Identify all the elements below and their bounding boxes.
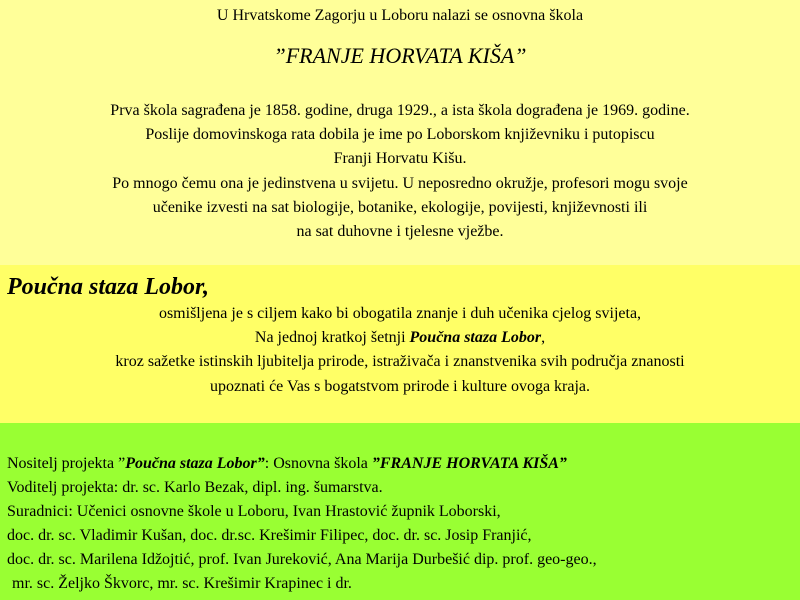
project-leader-line: Voditelj projekta: dr. sc. Karlo Bezak, dipl. ing. šumarstva. [7, 479, 383, 496]
project-holder-project-name: Poučna staza Lobor” [125, 455, 265, 472]
intro-text: U Hrvatskome Zagorju u Loboru nalazi se osnovna škola [216, 7, 584, 24]
project-holder-line [7, 452, 797, 476]
collaborators-line: mr. sc. Željko Škvorc, mr. sc. Krešimir Krapinec i dr. [12, 575, 352, 592]
history-line: na sat duhovne i tjelesne vježbe. [296, 223, 504, 241]
trail-name-emphasis: Poučna staza Lobor [409, 329, 542, 347]
trail-line-suffix: , [541, 329, 546, 347]
collaborators-line: Suradnici: Učenici osnovne škole u Loboru, Ivan Hrastović župnik Loborski, [7, 503, 501, 520]
history-line: Po mnogo čemu ona je jedinstvena u svijetu. U neposredno okružje, profesori mogu svoje [112, 174, 688, 192]
trail-line: osmišljena je s ciljem kako bi obogatila znanje i duh učenika cjelog svijeta, [158, 305, 642, 322]
trail-line: kroz sažetke istinskih ljubitelja prirode, istraživača i znanstvenika svih područja znanosti [115, 353, 685, 371]
school-info-section [0, 0, 800, 265]
school-name-title: ”FRANJE HORVATA KIŠA” [273, 43, 527, 68]
trail-line [0, 326, 800, 350]
collaborators-line: doc. dr. sc. Vladimir Kušan, doc. dr.sc. Krešimir Filipec, doc. dr. sc. Josip Franjić, [7, 527, 532, 544]
project-holder-label: Nositelj projekta ” [7, 455, 126, 472]
history-line: Poslije domovinskoga rata dobila je ime po Loborskom književniku i putopiscu [145, 126, 655, 144]
project-credits-section [0, 423, 800, 600]
project-holder-school-name: ”FRANJE HORVATA KIŠA” [371, 455, 567, 472]
trail-title: Poučna staza Lobor, [7, 274, 210, 300]
project-holder-middle: : Osnovna škola [264, 455, 372, 472]
school-history-text [0, 99, 800, 244]
collaborators-line: doc. dr. sc. Marilena Idžojtić, prof. Ivan Jureković, Ana Marija Durbešić dip. prof. geo-geo., [7, 551, 597, 568]
trail-description [0, 302, 800, 399]
history-line: Franji Horvatu Kišu. [333, 150, 467, 168]
trail-line: upoznati će Vas s bogatstvom prirode i kulture ovoga kraja. [209, 377, 591, 395]
educational-trail-section [0, 265, 800, 423]
history-line: učenike izvesti na sat biologije, botanike, ekologije, povijesti, književnosti ili [152, 198, 648, 216]
history-line: Prva škola sagrađena je 1858. godine, druga 1929., a ista škola dograđena je 1969. godine. [110, 102, 690, 119]
trail-line-prefix: Na jednoj kratkoj šetnji [254, 329, 410, 347]
credits-text [7, 452, 797, 596]
